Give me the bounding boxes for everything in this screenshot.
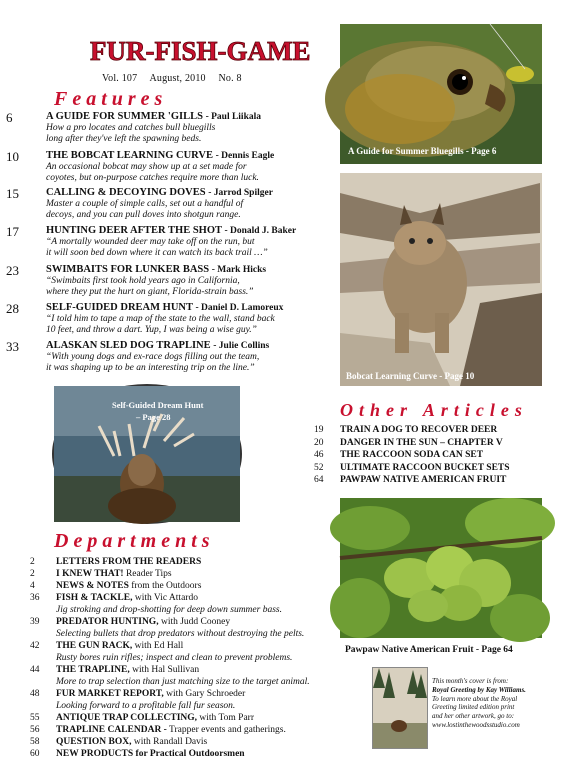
department-page: 42 (30, 641, 40, 651)
department-byline: with Tom Parr (197, 713, 254, 723)
other-article-title: THE RACCOON SODA CAN SET (340, 450, 484, 460)
department-page: 2 (30, 569, 35, 579)
other-article-title: PAWPAW NATIVE AMERICAN FRUIT (340, 475, 507, 485)
department-page: 60 (30, 749, 40, 759)
bobcat-photo[interactable] (340, 173, 542, 386)
other-article-page: 20 (314, 437, 324, 448)
feature-author: - Daniel D. Lamoreux (195, 303, 284, 313)
department-byline: with Vic Attardo (132, 593, 198, 603)
other-article-title: ULTIMATE RACCOON BUCKET SETS (340, 462, 510, 473)
department-page: 48 (30, 689, 40, 699)
department-name: NEWS & NOTES (56, 581, 129, 591)
feature-page-number: 6 (6, 110, 13, 125)
department-name: FISH & TACKLE, (56, 593, 133, 603)
feature-description (46, 352, 336, 374)
feature-title: HUNTING DEER AFTER THE SHOT (46, 225, 222, 236)
department-byline: with Gary Schroeder (163, 689, 246, 699)
department-description: More to trap selection than just matching size to the target animal. (56, 677, 310, 687)
other-article-title: TRAIN A DOG TO RECOVER DEER (340, 425, 498, 435)
department-heading-line (56, 581, 201, 591)
issue-number: No. 8 (218, 73, 242, 84)
department-name: LETTERS FROM THE READERS (56, 557, 202, 567)
departments-heading: Departments (54, 530, 215, 552)
department-byline: with Ed Hall (132, 641, 184, 651)
department-page: 2 (30, 557, 35, 567)
feature-description (46, 123, 336, 145)
department-description: Jig stroking and drop-shotting for deep down summer bass. (56, 605, 282, 615)
department-byline: Trapper events and gatherings. (166, 725, 286, 735)
feature-page-number: 15 (6, 186, 19, 201)
feature-title: SELF-GUIDED DREAM HUNT (46, 302, 193, 313)
feature-description (46, 276, 336, 298)
feature-page-number: 17 (6, 224, 19, 239)
department-byline: from the Outdoors (128, 581, 202, 591)
feature-title: THE BOBCAT LEARNING CURVE (46, 150, 213, 161)
bluegill-photo[interactable] (340, 24, 542, 164)
feature-author: - Paul Liikala (205, 112, 261, 122)
department-heading-line (56, 737, 207, 747)
feature-description-line2: long after they've left the spawning beds. (46, 134, 202, 144)
elk-photo[interactable] (52, 384, 242, 524)
feature-page-number: 10 (6, 149, 19, 164)
department-heading-line (56, 569, 172, 579)
other-article-item[interactable] (314, 438, 503, 448)
department-heading-line (56, 617, 230, 627)
elk-caption-title: Self-Guided Dream Hunt (112, 400, 204, 410)
feature-description (46, 162, 336, 184)
department-byline: with Randall Davis (131, 737, 208, 747)
pawpaw-photo[interactable] (340, 498, 542, 638)
feature-description-line2: coyotes, but on-purpose catches require more than luck. (46, 173, 259, 183)
other-article-item[interactable] (314, 425, 497, 435)
feature-headline (46, 340, 269, 351)
other-articles-heading: Other Articles (340, 400, 528, 420)
bluegill-image (340, 24, 542, 164)
department-page: 55 (30, 713, 40, 723)
feature-description-line1: “Swimbaits first took hold years ago in California, (46, 276, 240, 286)
feature-page-number: 28 (6, 301, 19, 316)
feature-headline (46, 264, 266, 275)
pawpaw-caption: Pawpaw Native American Fruit - Page 64 (345, 645, 513, 655)
feature-author: - Donald J. Baker (224, 226, 297, 236)
department-name: NEW PRODUCTS for Practical Outdoorsmen (56, 749, 245, 759)
feature-page-number: 33 (6, 339, 19, 354)
department-page: 4 (30, 581, 35, 591)
feature-author: - Julie Collins (213, 341, 270, 351)
department-name: TRAPLINE CALENDAR - (56, 725, 167, 735)
department-heading-line (56, 713, 254, 723)
cover-credit-line5: and her other artwork, go to: (432, 712, 515, 721)
feature-description-line2: it will soon bed down where it can watch its back trail …” (46, 248, 268, 258)
department-description: Looking forward to a profitable fall fur season. (56, 701, 236, 711)
department-name: PREDATOR HUNTING, (56, 617, 159, 627)
cover-credit-line1: This month's cover is from: (432, 677, 509, 685)
department-page: 39 (30, 617, 40, 627)
feature-description-line1: Master a couple of simple calls, set out a handful of (46, 199, 244, 209)
department-name: FUR MARKET REPORT, (56, 689, 164, 699)
feature-headline (46, 187, 273, 198)
issue-info (102, 73, 252, 84)
department-page: 36 (30, 593, 40, 603)
other-article-item[interactable] (314, 475, 506, 485)
feature-description-line2: where they put the hurt on giant, Florida-strain bass.” (46, 287, 254, 297)
other-article-item[interactable] (314, 450, 483, 460)
fur-fish-game-logo (90, 30, 311, 70)
department-heading-line (56, 689, 245, 699)
department-byline: Reader Tips (123, 569, 172, 579)
other-article-page: 64 (314, 475, 324, 485)
feature-title: SWIMBAITS FOR LUNKER BASS (46, 264, 210, 275)
department-byline: with Hal Sullivan (129, 665, 200, 675)
feature-description-line1: How a pro locates and catches bull bluegills (46, 123, 216, 133)
department-name: THE GUN RACK, (56, 641, 133, 651)
cover-credit-line2: Royal Greeting by Kay Williams. (432, 685, 526, 694)
feature-headline (46, 225, 296, 236)
feature-author: - Jarrod Spilger (208, 188, 273, 198)
feature-description-line2: it was shaping up to be an interesting trip on the line.” (46, 363, 255, 373)
other-article-title: DANGER IN THE SUN – CHAPTER V (340, 437, 503, 448)
bluegill-caption: A Guide for Summer Bluegills - Page 6 (348, 146, 497, 156)
feature-description (46, 314, 336, 336)
feature-title: A GUIDE FOR SUMMER 'GILLS (46, 111, 203, 122)
department-byline: with Judd Cooney (158, 617, 231, 627)
department-heading-line (56, 665, 199, 675)
feature-title: ALASKAN SLED DOG TRAPLINE (46, 340, 211, 351)
features-heading: Features (54, 88, 168, 110)
logo-text: FUR-FISH-GAME (90, 36, 311, 66)
feature-title: CALLING & DECOYING DOVES (46, 187, 206, 198)
feature-description-line2: decoys, and you can pull doves into shotgun range. (46, 210, 241, 220)
feature-headline (46, 302, 283, 313)
department-name: THE TRAPLINE, (56, 665, 130, 675)
issue-date: August, 2010 (149, 73, 206, 84)
feature-author: - Dennis Eagle (215, 151, 275, 161)
department-name: QUESTION BOX, (56, 737, 132, 747)
elk-caption-page: – Page 28 (136, 412, 171, 422)
feature-description-line1: An occasional bobcat may show up at a set made for (46, 162, 247, 172)
feature-headline (46, 150, 274, 161)
department-page: 58 (30, 737, 40, 747)
cover-image (373, 668, 427, 748)
volume: Vol. 107 (102, 73, 138, 84)
department-page: 56 (30, 725, 40, 735)
cover-thumbnail[interactable] (372, 667, 428, 749)
feature-description-line1: “I told him to tape a map of the state to the wall, stand back (46, 314, 275, 324)
department-name: ANTIQUE TRAP COLLECTING, (56, 713, 198, 723)
feature-description-line1: “A mortally wounded deer may take off on the run, but (46, 237, 255, 247)
other-article-page: 46 (314, 450, 324, 460)
department-heading-line (56, 557, 201, 567)
feature-description (46, 199, 336, 221)
feature-description-line2: 10 feet, and throw a dart. Yup, I was being a wise guy.” (46, 325, 257, 335)
other-article-page: 19 (314, 425, 324, 435)
department-description: Selecting bullets that drop predators without destroying the pelts. (56, 629, 305, 639)
feature-author: - Mark Hicks (211, 265, 267, 275)
bobcat-image (340, 173, 542, 386)
cover-credit-line6[interactable]: www.lostinthewoodsstudio.com (432, 720, 520, 729)
feature-page-number: 23 (6, 263, 19, 278)
bobcat-caption: Bobcat Learning Curve - Page 10 (346, 371, 475, 381)
feature-description (46, 237, 336, 259)
department-heading-line (56, 593, 198, 603)
department-heading-line (56, 641, 183, 651)
department-description: Rusty bores ruin rifles; inspect and clean to prevent problems. (56, 653, 293, 663)
cover-credit (432, 677, 567, 730)
department-page: 44 (30, 665, 40, 675)
cover-credit-line4: Greeting limited edition print (432, 703, 515, 712)
other-article-page: 52 (314, 462, 324, 473)
other-article-item[interactable] (314, 463, 510, 473)
pawpaw-image (340, 498, 542, 638)
cover-credit-line3: To learn more about the Royal (432, 694, 518, 703)
department-heading-line (56, 725, 286, 735)
department-name: I KNEW THAT! (56, 569, 124, 579)
feature-headline (46, 111, 261, 122)
feature-description-line1: “With young dogs and ex-race dogs filling out the team, (46, 352, 260, 362)
department-heading-line (56, 749, 245, 759)
